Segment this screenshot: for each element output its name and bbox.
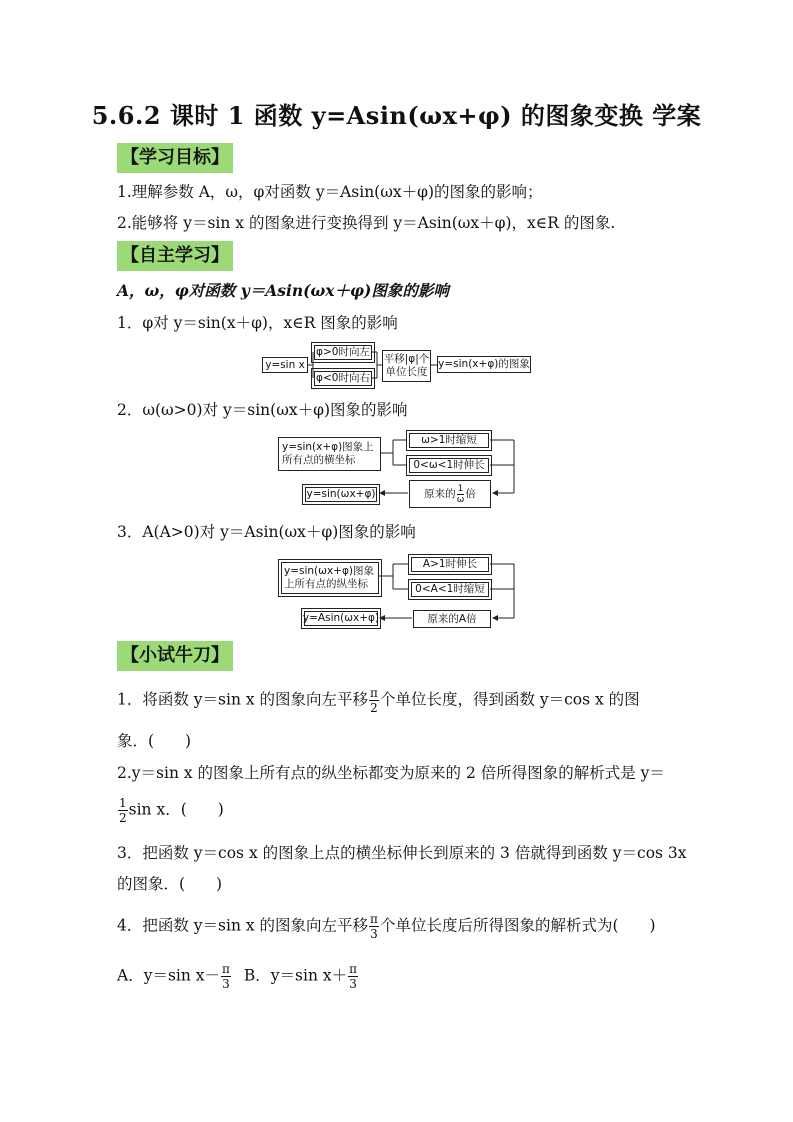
q1-frac-den: 2 [370, 701, 378, 715]
option-a-fraction [221, 962, 231, 991]
q1-text-b: 个单位长度，得到函数 y＝cos x 的图 [379, 690, 640, 709]
self-study-item-2: 2．ω(ω>0)对 y＝sin(ωx＋φ)图象的影响 [117, 401, 408, 419]
d3-result-box [304, 611, 378, 626]
option-b-fraction [348, 962, 358, 991]
d3-start-line2: 上所有点的纵坐标 [284, 578, 368, 590]
d1-result-label: y=sin(x+φ)的图象 [438, 358, 530, 370]
option-b-num: π [349, 962, 358, 976]
self-study-item-1: 1．φ对 y＝sin(x＋φ)，x∈R 图象的影响 [117, 314, 398, 332]
d2-cond-top-label: ω>1时缩短 [421, 434, 477, 446]
q1-frac-num: π [370, 686, 378, 700]
q2-fraction [118, 796, 128, 825]
option-b-text: B．y＝sin x＋ [243, 966, 348, 985]
option-b-den: 3 [349, 977, 357, 991]
q2-frac-num: 1 [119, 796, 127, 810]
d1-action-line2: 单位长度 [385, 366, 428, 378]
d1-cond-bottom-label: φ<0时向右 [316, 372, 370, 384]
d1-action-line1: 平移|φ|个 [383, 353, 430, 365]
question-1-line1 [117, 686, 640, 715]
d2-result-label: y=sin(ωx+φ) [306, 488, 376, 500]
question-3-line2: 的图象．( ) [117, 875, 223, 893]
d2-factor-suffix: 倍 [465, 487, 476, 500]
d2-factor-prefix: 原来的 [424, 487, 456, 500]
d3-cond-top-box [411, 557, 489, 572]
d1-cond-top-label: φ>0时向左 [316, 346, 370, 358]
d3-cond-bottom-box [411, 582, 489, 597]
q4-text-b: 个单位长度后所得图象的解析式为( ) [379, 916, 656, 935]
q4-fraction [369, 912, 379, 941]
self-study-item-3: 3．A(A>0)对 y＝Asin(ωx＋φ)图象的影响 [117, 523, 416, 541]
page-title: 5.6.2 课时 1 函数 y=Asin(ωx+φ) 的图象变换 学案 [91, 101, 702, 130]
q2-frac-den: 2 [119, 811, 127, 825]
d2-cond-bottom-label: 0<ω<1时伸长 [413, 459, 485, 471]
d3-cond-bottom-label: 0<A<1时缩短 [415, 583, 485, 595]
d2-start-line2: 所有点的横坐标 [282, 454, 356, 466]
question-3-line1: 3．把函数 y＝cos x 的图象上点的横坐标伸长到原来的 3 倍就得到函数 y＝cos 3x [117, 844, 687, 862]
q2-text-b: sin x．( ) [128, 800, 224, 819]
section-try-heading: 【小试牛刀】 [117, 641, 233, 671]
q4-frac-den: 3 [370, 927, 378, 941]
q4-text-a: 4．把函数 y＝sin x 的图象向左平移 [117, 916, 369, 935]
d2-factor-den: ω [456, 494, 465, 505]
d3-factor-box [413, 610, 491, 628]
section-self-study-heading: 【自主学习】 [117, 241, 233, 271]
goal-2: 2.能够将 y＝sin x 的图象进行变换得到 y＝Asin(ωx＋φ)，x∈R 的图象. [117, 214, 616, 232]
q4-frac-num: π [370, 912, 378, 926]
q1-text-a: 1．将函数 y＝sin x 的图象向左平移 [117, 690, 369, 709]
section-goals-heading: 【学习目标】 [117, 143, 233, 173]
question-4-line1 [117, 912, 656, 941]
d2-factor-num: 1 [457, 483, 464, 494]
goal-1: 1.理解参数 A，ω，φ对函数 y＝Asin(ωx＋φ)的图象的影响； [117, 183, 543, 201]
q1-fraction [369, 686, 379, 715]
d2-start-line1: y=sin(x+φ)图象上 [282, 441, 374, 453]
d3-start-line1: y=sin(ωx+φ)图象 [284, 565, 374, 577]
d3-result-label: y=Asin(ωx+φ) [302, 612, 380, 624]
d3-cond-top-label: A>1时伸长 [422, 558, 478, 570]
option-a-num: π [222, 962, 230, 976]
d1-start-label: y=sin x [265, 358, 305, 371]
question-1-line2: 象．( ) [117, 732, 192, 750]
option-a-text: A．y＝sin x－ [117, 966, 221, 985]
question-2-line2 [117, 796, 224, 825]
option-a-den: 3 [222, 977, 230, 991]
d3-start-box [281, 562, 379, 594]
d3-factor-label: 原来的A倍 [427, 612, 477, 625]
question-4-options [117, 962, 359, 991]
self-study-heading: A，ω，φ对函数 y＝Asin(ωx＋φ)图象的影响 [117, 281, 449, 300]
question-2-line1: 2.y＝sin x 的图象上所有点的纵坐标都变为原来的 2 倍所得图象的解析式是 y＝ [117, 764, 665, 782]
